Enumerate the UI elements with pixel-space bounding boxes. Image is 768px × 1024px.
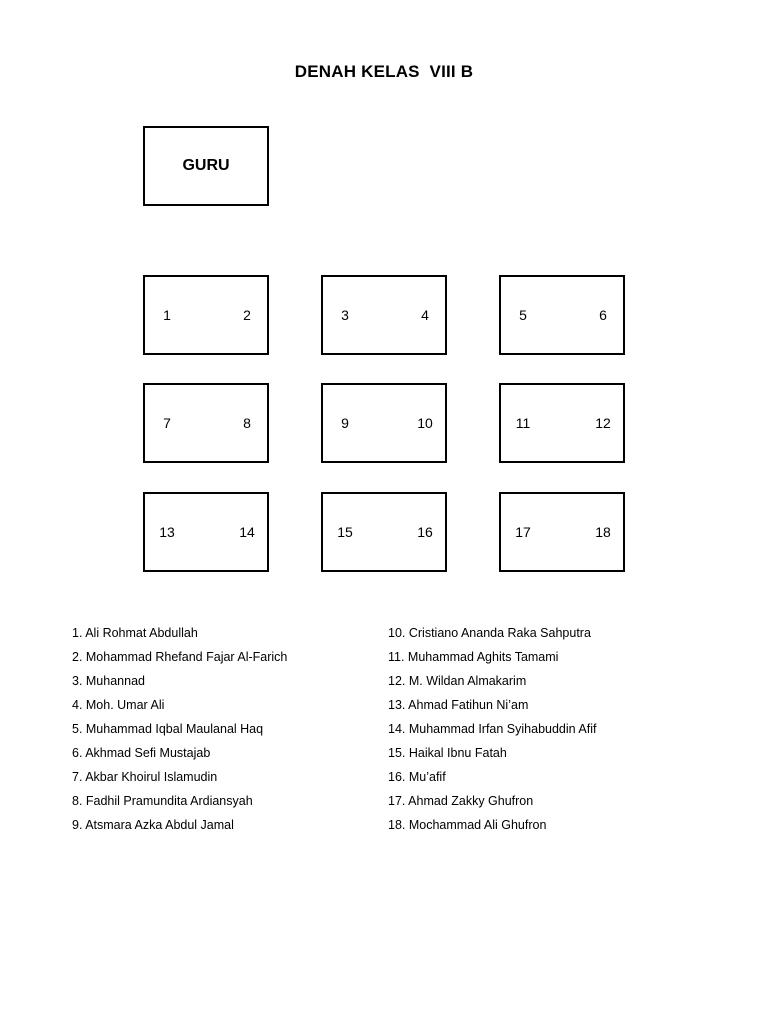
student-list-item: 2. Mohammad Rhefand Fajar Al-Farich [72,650,288,664]
student-list-item: 1. Ali Rohmat Abdullah [72,626,198,640]
student-list-item: 10. Cristiano Ananda Raka Sahputra [388,626,591,640]
seat-number: 4 [421,307,429,323]
seat-number: 1 [163,307,171,323]
student-list-left [72,621,287,837]
student-list-item: 5. Muhammad Iqbal Maulanal Haq [72,722,264,736]
teacher-desk-label: GURU [182,157,230,174]
student-list-item: 18. Mochammad Ali Ghufron [388,818,547,832]
seat-number: 16 [417,524,433,540]
seat-number: 18 [595,524,611,540]
seat-number: 10 [417,415,433,431]
seat-number: 14 [239,524,255,540]
seat-number: 7 [163,415,171,431]
desk-2 [321,275,447,355]
student-list-item: 7. Akbar Khoirul Islamudin [72,770,218,784]
seat-number: 3 [341,307,349,323]
student-list-item: 17. Ahmad Zakky Ghufron [388,794,534,808]
seat-number: 9 [341,415,349,431]
desk-6 [499,383,625,463]
desk-8 [321,492,447,572]
student-list-item: 11. Muhammad Aghits Tamami [388,650,559,664]
student-list-item: 12. M. Wildan Almakarim [388,674,527,688]
student-list-item: 4. Moh. Umar Ali [72,698,165,712]
student-list-item: 16. Mu’afif [388,770,446,784]
seat-number: 2 [243,307,251,323]
teacher-desk [143,126,269,206]
seat-number: 6 [599,307,607,323]
student-list-item: 13. Ahmad Fatihun Ni’am [388,698,529,712]
student-list-item: 14. Muhammad Irfan Syihabuddin Afif [388,722,597,736]
desk-4 [143,383,269,463]
desk-3 [499,275,625,355]
seat-number: 12 [595,415,611,431]
seat-number: 8 [243,415,251,431]
student-list-item: 15. Haikal Ibnu Fatah [388,746,507,760]
seat-number: 5 [519,307,527,323]
seat-number: 17 [515,524,531,540]
student-list-item: 8. Fadhil Pramundita Ardiansyah [72,794,253,808]
student-list-item: 9. Atsmara Azka Abdul Jamal [72,818,234,832]
desk-1 [143,275,269,355]
desk-7 [143,492,269,572]
page-title: DENAH KELAS VIII B [294,62,474,81]
student-list-item: 6. Akhmad Sefi Mustajab [72,746,211,760]
desk-9 [499,492,625,572]
student-list-item: 3. Muhannad [72,674,145,688]
desk-5 [321,383,447,463]
seat-number: 13 [159,524,175,540]
seat-number: 11 [515,415,531,431]
student-list-right [388,621,596,837]
seat-number: 15 [337,524,353,540]
